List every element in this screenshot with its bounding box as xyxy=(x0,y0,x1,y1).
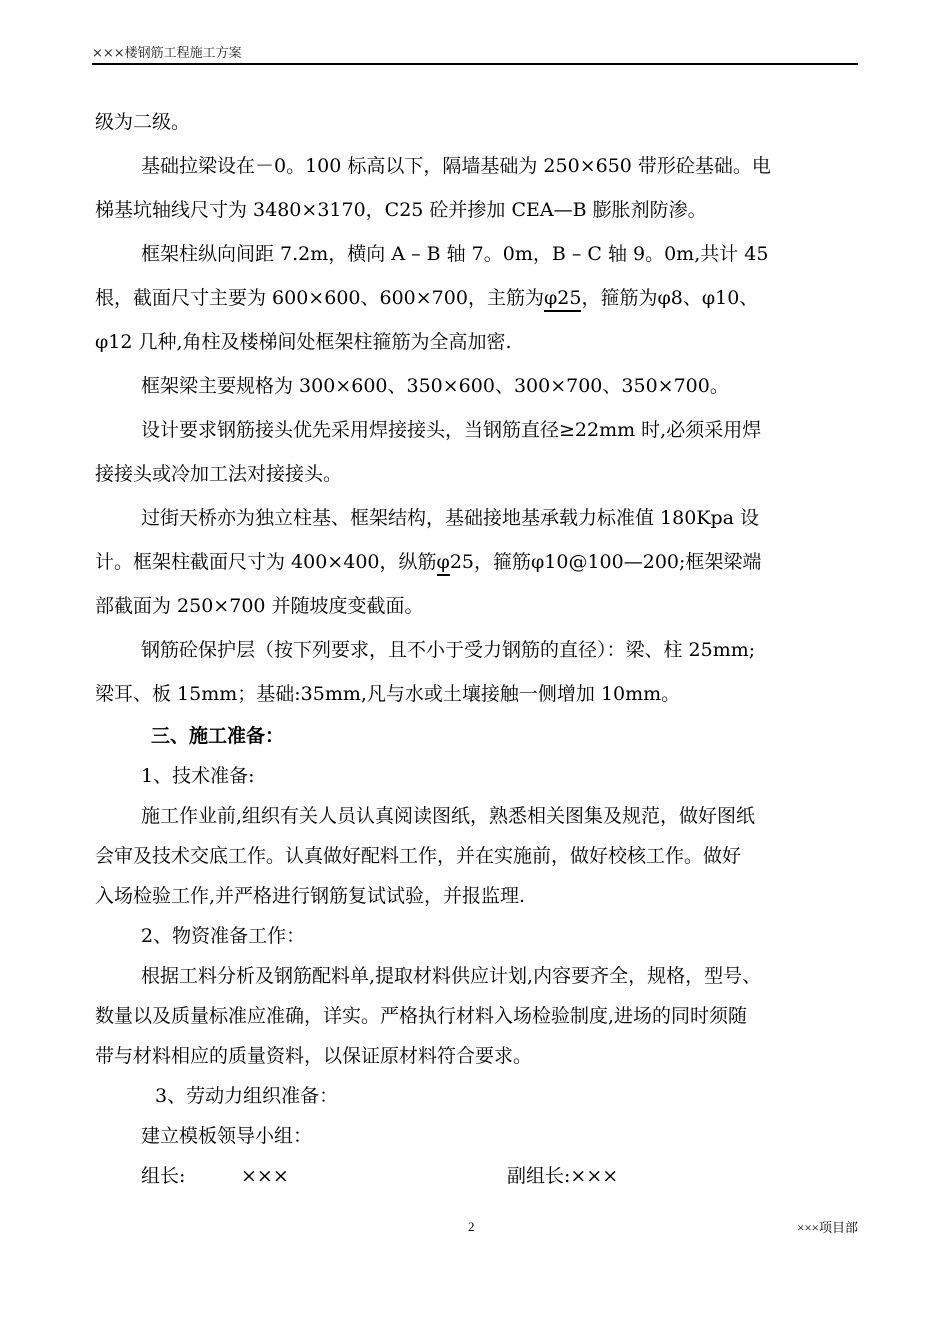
header-rule xyxy=(92,63,858,65)
text-line: 级为二级。 xyxy=(95,111,191,133)
deputy-leader: 副组长:××× xyxy=(507,1165,619,1187)
text-line: 框架柱纵向间距 7.2m，横向 A – B 轴 7。0m，B – C 轴 9。0m,共计 45 xyxy=(141,243,769,265)
leader-value: ××× xyxy=(241,1165,289,1187)
text-line: 过街天桥亦为独立柱基、框架结构，基础接地基承载力标准值 180Kpa 设 xyxy=(141,507,760,529)
text-line: 部截面为 250×700 并随坡度变截面。 xyxy=(95,595,424,617)
text-line: 框架梁主要规格为 300×600、350×600、300×700、350×700。 xyxy=(141,375,729,397)
text-line xyxy=(95,540,858,584)
text-line: 入场检验工作,并严格进行钢筋复试试验，并报监理. xyxy=(95,885,526,907)
subsection-heading: 2、物资准备工作： xyxy=(141,925,306,947)
underlined-rebar-symbol: φ25 xyxy=(544,287,581,312)
text-line: 施工作业前,组织有关人员认真阅读图纸，熟悉相关图集及规范，做好图纸 xyxy=(141,805,756,827)
subsection-heading: 1、技术准备: xyxy=(141,765,255,787)
text-line: 数量以及质量标准应准确，详实。严格执行材料入场检验制度,进场的同时须随 xyxy=(95,1005,748,1027)
text-span: 计。框架柱截面尺寸为 400×400，纵筋 xyxy=(95,551,437,573)
subsection-heading: 3、劳动力组织准备： xyxy=(155,1085,339,1107)
text-span: 25，箍筋φ10@100—200;框架梁端 xyxy=(449,551,762,573)
text-line: 会审及技术交底工作。认真做好配料工作，并在实施前，做好校核工作。做好 xyxy=(95,845,742,867)
text-line: 基础拉梁设在－0。100 标高以下，隔墙基础为 250×650 带形砼基础。电 xyxy=(141,155,771,177)
section-heading: 三、施工准备： xyxy=(151,725,285,747)
text-line: 接接头或冷加工法对接接头。 xyxy=(95,463,343,485)
page-header-title: ×××楼钢筋工程施工方案 xyxy=(92,46,242,61)
leader-label: 组长: xyxy=(141,1165,186,1187)
document-body xyxy=(95,100,858,1196)
text-line: 梯基坑轴线尺寸为 3480×3170，C25 砼并掺加 CEA—B 膨胀剂防渗。 xyxy=(95,199,707,221)
text-span: 根，截面尺寸主要为 600×600、600×700，主筋为 xyxy=(95,287,544,309)
team-leaders-row xyxy=(95,1156,858,1196)
underlined-rebar-symbol: φ xyxy=(437,551,450,576)
text-line xyxy=(95,276,858,320)
text-line: 钢筋砼保护层（按下列要求，且不小于受力钢筋的直径）：梁、柱 25mm; xyxy=(141,639,756,661)
text-line: 梁耳、板 15mm；基础:35mm,凡与水或土壤接触一侧增加 10mm。 xyxy=(95,683,681,705)
text-line: 设计要求钢筋接头优先采用焊接接头，当钢筋直径≥22mm 时,必须采用焊 xyxy=(141,419,762,441)
footer-department: ×××项目部 xyxy=(797,1220,858,1235)
text-line: 建立模板领导小组： xyxy=(141,1125,313,1147)
text-line: 带与材料相应的质量资料，以保证原材料符合要求。 xyxy=(95,1045,533,1067)
text-line: φ12 几种,角柱及楼梯间处框架柱箍筋为全高加密. xyxy=(95,331,512,353)
page-number: 2 xyxy=(468,1219,475,1234)
text-line: 根据工料分析及钢筋配料单,提取材料供应计划,内容要齐全，规格，型号、 xyxy=(141,965,762,987)
text-span: ，箍筋为φ8、φ10、 xyxy=(581,287,759,309)
